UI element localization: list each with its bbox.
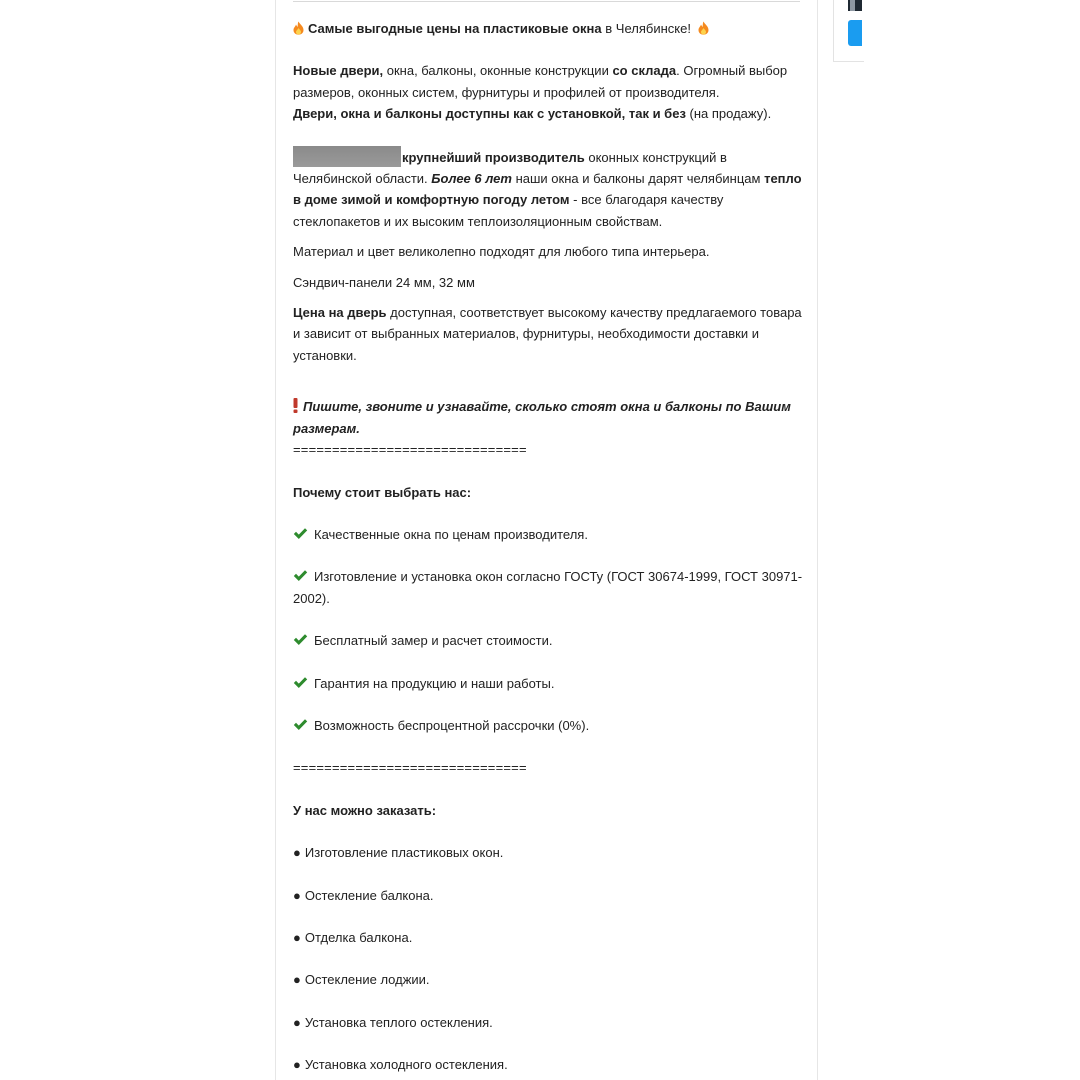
side-action-button[interactable] [848,20,862,46]
intro-bold-2: со склада [612,63,677,79]
price-paragraph [293,302,803,366]
order-item-text: Остекление лоджии. [304,972,430,988]
intro-bold-1: Новые двери, [293,63,384,79]
headline-city: в Челябинске! [605,21,691,36]
order-item [293,842,803,863]
about-bold-1: крупнейший производитель [402,149,585,165]
fire-icon [698,21,709,35]
material-paragraph: Материал и цвет великолепно подходят для любого типа интерьера. [293,244,710,260]
about-paragraph [293,146,803,233]
why-item [293,715,803,736]
check-mark-icon [293,676,308,689]
post-text [293,18,803,1076]
about-text-1: оконных конструкций в Челябинской области. [293,149,727,187]
order-heading [293,800,803,821]
bullet-icon: ● [293,929,301,945]
intro-text-2: . Огромный выбор размеров, оконных систем, фурнитуры и профилей от производителя. [293,63,788,100]
cta-text: Пишите, звоните и узнавайте, сколько стоят окна и балконы по Вашим размерам. [293,399,791,436]
order-heading-text: У нас можно заказать: [293,802,437,818]
order-item-text: Установка теплого остекления. [304,1014,493,1030]
cta-paragraph [293,396,803,460]
intro-text-1: окна, балконы, оконные конструкции [383,63,613,79]
why-item-text: Бесплатный замер и расчет стоимости. [314,633,553,649]
headline-bold: Самые выгодные цены на пластиковые окна [308,21,602,36]
separator: ============================== [293,760,527,776]
redacted-company-name [293,146,401,167]
bullet-icon: ● [293,887,301,903]
order-item [293,1054,803,1075]
price-text: доступная, соответствует высокому качеству предлагаемого товара и зависит от выбранных материалов, фурнитуры, необходимости доставки и установки. [293,305,802,363]
order-item [293,885,803,906]
about-text-2: наши окна и балконы дарят челябинцам [511,171,765,187]
why-item-text: Качественные окна по ценам производителя. [314,526,588,542]
order-item-text: Установка холодного остекления. [304,1057,508,1073]
separator-line [293,757,803,778]
why-item [293,673,803,694]
bullet-icon: ● [293,1014,301,1030]
why-item [293,566,803,609]
headline [293,18,803,39]
about-text-3: - все благодаря качеству стеклопакетов и их высоким теплоизоляционным свойствам. [293,192,724,229]
check-mark-icon [293,633,308,646]
intro-text-3: (на продажу). [685,106,772,122]
why-item-text: Гарантия на продукцию и наши работы. [314,675,555,691]
order-item-text: Изготовление пластиковых окон. [304,845,504,861]
check-mark-icon [293,569,308,582]
top-divider [293,1,800,2]
bullet-icon: ● [293,1057,301,1073]
about-bold-italic: Более 6 лет [431,171,512,187]
exclamation-icon [293,398,298,413]
price-bold: Цена на дверь [293,305,387,321]
intro-paragraph [293,60,803,124]
why-item [293,524,803,545]
order-item-text: Остекление балкона. [304,887,434,903]
bullet-icon: ● [293,972,301,988]
order-item-text: Отделка балкона. [304,929,413,945]
why-item [293,630,803,651]
separator: ============================== [293,442,527,458]
sandwich-paragraph: Сэндвич-панели 24 мм, 32 мм [293,274,475,290]
order-item [293,1012,803,1033]
order-item [293,969,803,990]
fire-icon [293,21,304,35]
side-thumbnail[interactable] [848,0,862,11]
why-heading-text: Почему стоит выбрать нас: [293,484,472,500]
why-item-text: Изготовление и установка окон согласно ГОСТу (ГОСТ 30674-1999, ГОСТ 30971-2002). [293,569,803,606]
why-item-text: Возможность беспроцентной рассрочки (0%). [314,717,590,733]
why-heading [293,482,803,503]
check-mark-icon [293,527,308,540]
intro-bold-3: Двери, окна и балконы доступны как с установкой, так и без [293,106,686,122]
about-bold-2: тепло в доме зимой и комфортную погоду летом [293,171,802,208]
bullet-icon: ● [293,845,301,861]
order-item [293,927,803,948]
check-mark-icon [293,718,308,731]
